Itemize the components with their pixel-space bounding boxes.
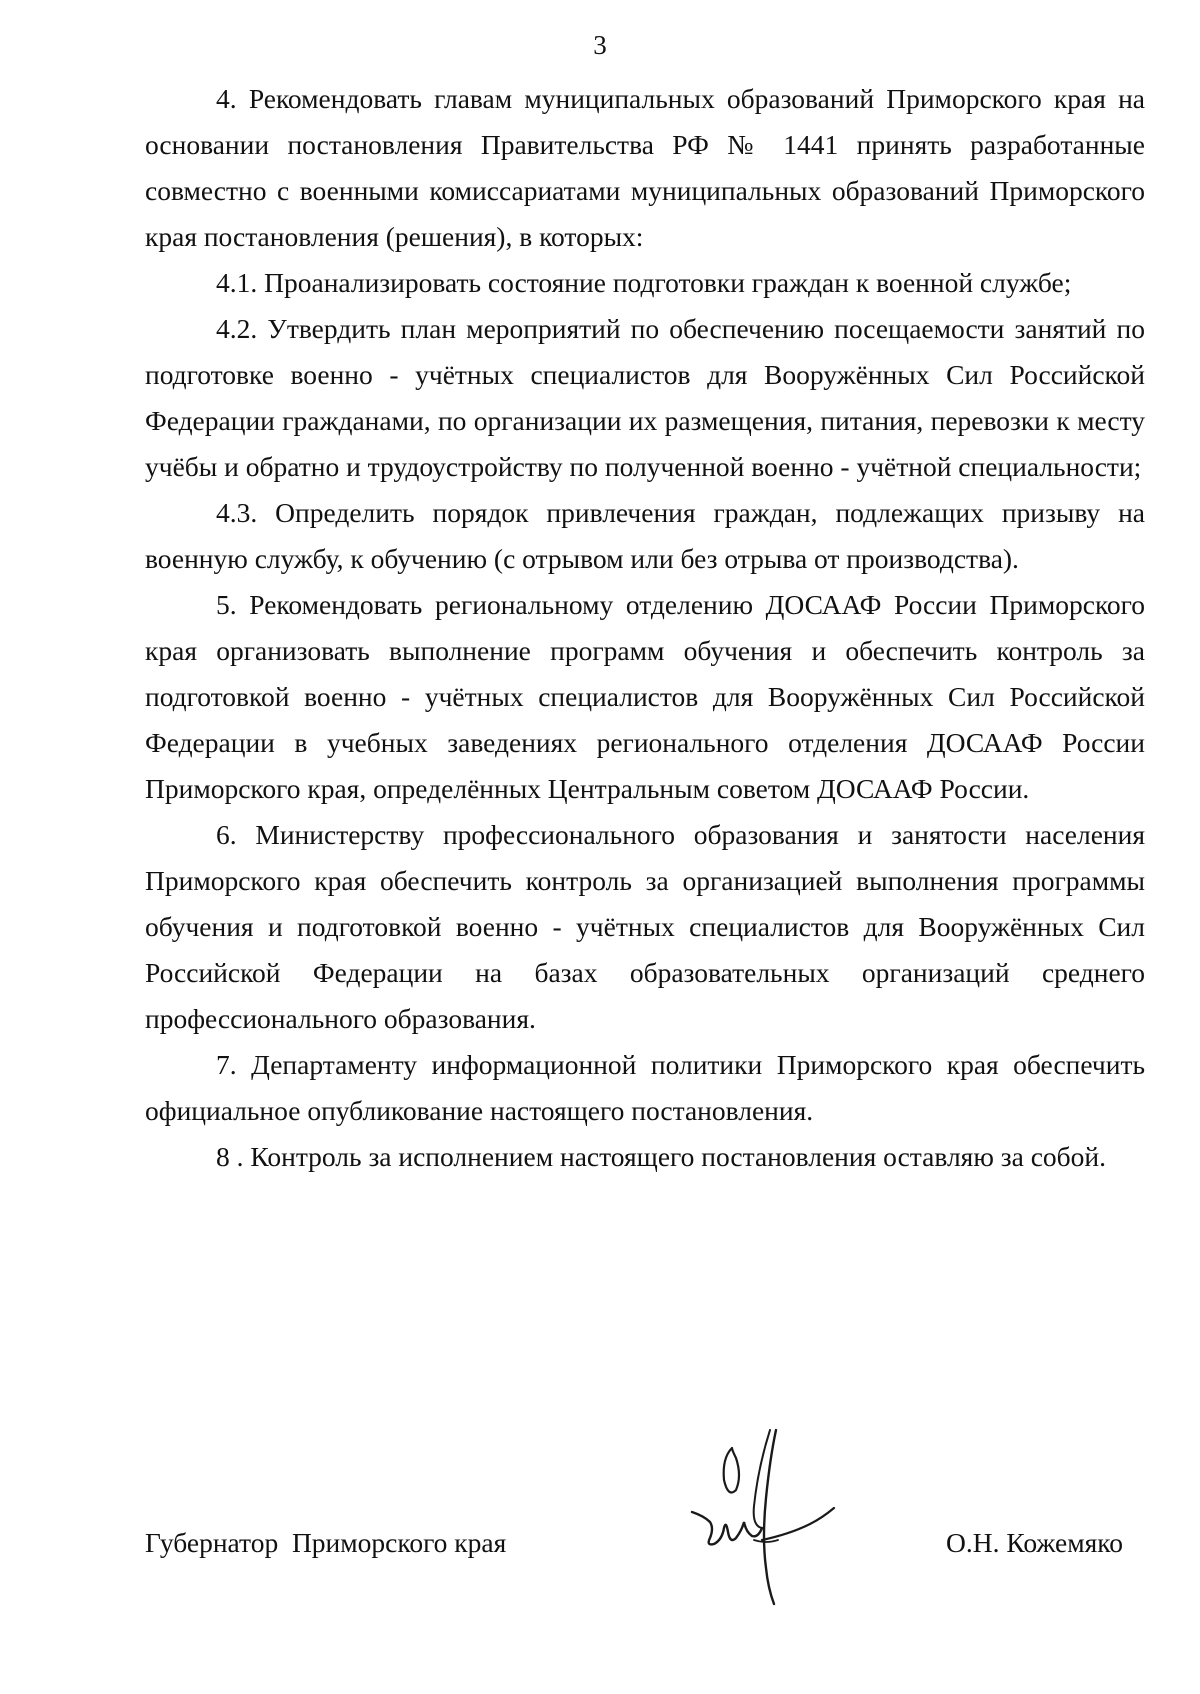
signatory-name: О.Н. Кожемяко (946, 1527, 1123, 1558)
handwritten-signature (670, 1428, 840, 1608)
paragraph-4-3: 4.3. Определить порядок привлечения граждан, подлежащих призыву на военную службу, к обучению (с отрывом или без отрыва от производства). (145, 497, 1145, 574)
page-number: 3 (593, 30, 607, 60)
paragraph-4: 4. Рекомендовать главам муниципальных образований Приморского края на основании постановления Правительства РФ № 1441 принять разработанные совместно с военными комиссариатами муниципальных образований Приморского края постановления (решения), в которых: (145, 83, 1145, 252)
signatory-position: Губернатор Приморского края (145, 1527, 507, 1558)
paragraph-7: 7. Департаменту информационной политики Приморского края обеспечить официальное опубликование настоящего постановления. (145, 1049, 1145, 1126)
paragraph-4-2: 4.2. Утвердить план мероприятий по обеспечению посещаемости занятий по подготовке военно - учётных специалистов для Вооружённых Сил Российской Федерации гражданами, по организации их размещения, питания, перевозки к месту учёбы и обратно и трудоустройству по полученной военно - учётной специальности; (145, 313, 1145, 482)
paragraph-5: 5. Рекомендовать региональному отделению ДОСААФ России Приморского края организовать выполнение программ обучения и обеспечить контроль за подготовкой военно - учётных специалистов для Вооружённых Сил Российской Федерации в учебных заведениях регионального отделения ДОСААФ России Приморского края, определённых Центральным советом ДОСААФ России. (145, 589, 1145, 804)
document-body (145, 76, 1145, 1180)
paragraph-4-1: 4.1. Проанализировать состояние подготовки граждан к военной службе; (216, 267, 1072, 298)
paragraph-6: 6. Министерству профессионального образования и занятости населения Приморского края обеспечить контроль за организацией выполнения программы обучения и подготовкой военно - учётных специалистов для Вооружённых Сил Российской Федерации на базах образовательных организаций среднего профессионального образования. (145, 819, 1145, 1034)
paragraph-8: 8 . Контроль за исполнением настоящего постановления оставляю за собой. (216, 1141, 1106, 1172)
